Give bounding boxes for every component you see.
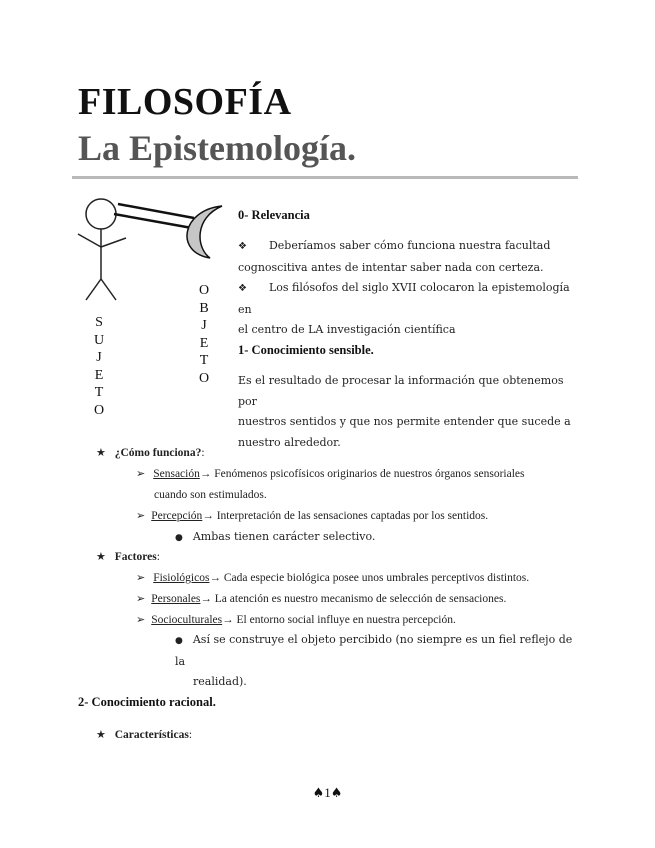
- colon: :: [156, 551, 160, 563]
- subject-letter: T: [94, 385, 104, 400]
- paragraph-line: nuestros sentidos y que nos permite entender que sucede a: [238, 415, 571, 428]
- crescent-moon-icon: [187, 206, 222, 258]
- relevancia-bullets: [238, 236, 578, 341]
- object-letter: B: [199, 300, 209, 316]
- ambas-text: Ambas tienen carácter selectivo.: [192, 530, 376, 543]
- object-letter: J: [201, 318, 207, 333]
- star-bullet-icon: ★: [96, 728, 106, 741]
- percepcion-text: → Interpretación de las sensaciones captadas por los sentidos.: [202, 510, 489, 522]
- asi-text-cont: realidad).: [193, 675, 247, 688]
- sensacion-term: Sensación: [153, 468, 200, 480]
- colon: :: [188, 729, 193, 741]
- title-divider: [72, 176, 578, 179]
- paragraph-line: nuestro alrededor.: [238, 435, 341, 449]
- section-heading-sensible: 1- Conocimiento sensible.: [238, 343, 374, 357]
- section-heading-relevancia: 0- Relevancia: [238, 208, 310, 222]
- socioculturales-text: → El entorno social influye en nuestra percepción.: [222, 614, 456, 626]
- arrow-bullet-icon: ➢: [136, 509, 146, 522]
- diamond-bullet-icon: ❖: [238, 283, 247, 294]
- page-number: 1: [324, 785, 331, 800]
- socioculturales-item: [136, 609, 586, 631]
- colon: :: [201, 447, 205, 459]
- page-footer: [0, 785, 655, 801]
- dot-bullet-icon: ●: [175, 533, 183, 543]
- page-subtitle: La Epistemología.: [78, 128, 357, 168]
- personales-term: Personales: [151, 593, 201, 605]
- subject-letter: J: [96, 350, 102, 365]
- subject-letter: E: [94, 367, 104, 383]
- caracteristicas-label: Características: [114, 729, 189, 741]
- subject-object-diagram: [70, 192, 240, 312]
- arrow-bullet-icon: ➢: [136, 613, 146, 626]
- star-bullet-icon: ★: [96, 446, 106, 459]
- arrow-bullet-icon: ➢: [136, 467, 146, 480]
- como-funciona-label: ¿Cómo funciona?: [114, 447, 202, 459]
- socioculturales-term: Socioculturales: [151, 614, 223, 626]
- bullet-text: Los filósofos del siglo XVII colocaron la epistemología en: [238, 281, 570, 316]
- asi-text: Así se construye el objeto percibido (no siempre es un fiel reflejo de la: [175, 633, 573, 668]
- list-item: [96, 724, 192, 746]
- object-letter: E: [199, 335, 209, 351]
- sensible-paragraph: [238, 371, 578, 453]
- page-title: FILOSOFÍA: [78, 81, 292, 123]
- list-item: [238, 278, 578, 320]
- object-label: [196, 282, 212, 387]
- fisiologicos-term: Fisiológicos: [153, 572, 210, 584]
- gaze-lines: [114, 204, 194, 228]
- bullet-text-cont: el centro de LA investigación científica: [238, 323, 456, 336]
- bullet-text: Deberíamos saber cómo funciona nuestra facultad: [268, 239, 551, 252]
- object-letter: O: [198, 370, 210, 386]
- fisiologicos-item: [136, 567, 586, 589]
- factores-label: Factores: [114, 551, 157, 563]
- bullet-text-cont: cognoscitiva antes de intentar saber nada con certeza.: [238, 260, 544, 274]
- subject-letter: S: [95, 315, 103, 330]
- sensacion-item: [136, 463, 576, 506]
- spade-icon: ♠: [312, 786, 325, 801]
- dot-bullet-icon: ●: [175, 636, 183, 646]
- subject-letter: U: [93, 332, 105, 348]
- object-letter: O: [198, 283, 210, 298]
- section-heading-racional: 2- Conocimiento racional.: [78, 695, 216, 709]
- arrow-bullet-icon: ➢: [136, 592, 146, 605]
- spade-icon: ♠: [330, 786, 343, 801]
- fisiologicos-text: → Cada especie biológica posee unos umbrales perceptivos distintos.: [209, 572, 530, 584]
- moon-eye-icon: [97, 205, 104, 219]
- list-item: [96, 546, 160, 568]
- list-item: [238, 236, 578, 258]
- arrow-bullet-icon: ➢: [136, 571, 146, 584]
- sensacion-text-cont: cuando son estimulados.: [154, 489, 267, 501]
- list-item: [96, 442, 205, 464]
- paragraph-line: Es el resultado de procesar la información que obtenemos por: [238, 374, 564, 408]
- ambas-item: [175, 527, 375, 549]
- star-bullet-icon: ★: [96, 550, 106, 563]
- diamond-bullet-icon: ❖: [238, 241, 247, 252]
- sensacion-text: → Fenómenos psicofísicos originarios de nuestros órganos sensoriales: [199, 468, 525, 480]
- personales-item: [136, 588, 586, 610]
- percepcion-item: [136, 505, 576, 527]
- personales-text: → La atención es nuestro mecanismo de selección de sensaciones.: [200, 593, 507, 605]
- percepcion-term: Percepción: [151, 510, 203, 522]
- asi-item: [175, 630, 575, 693]
- object-letter: T: [199, 353, 209, 368]
- subject-letter: O: [93, 402, 105, 418]
- subject-label: [91, 314, 107, 419]
